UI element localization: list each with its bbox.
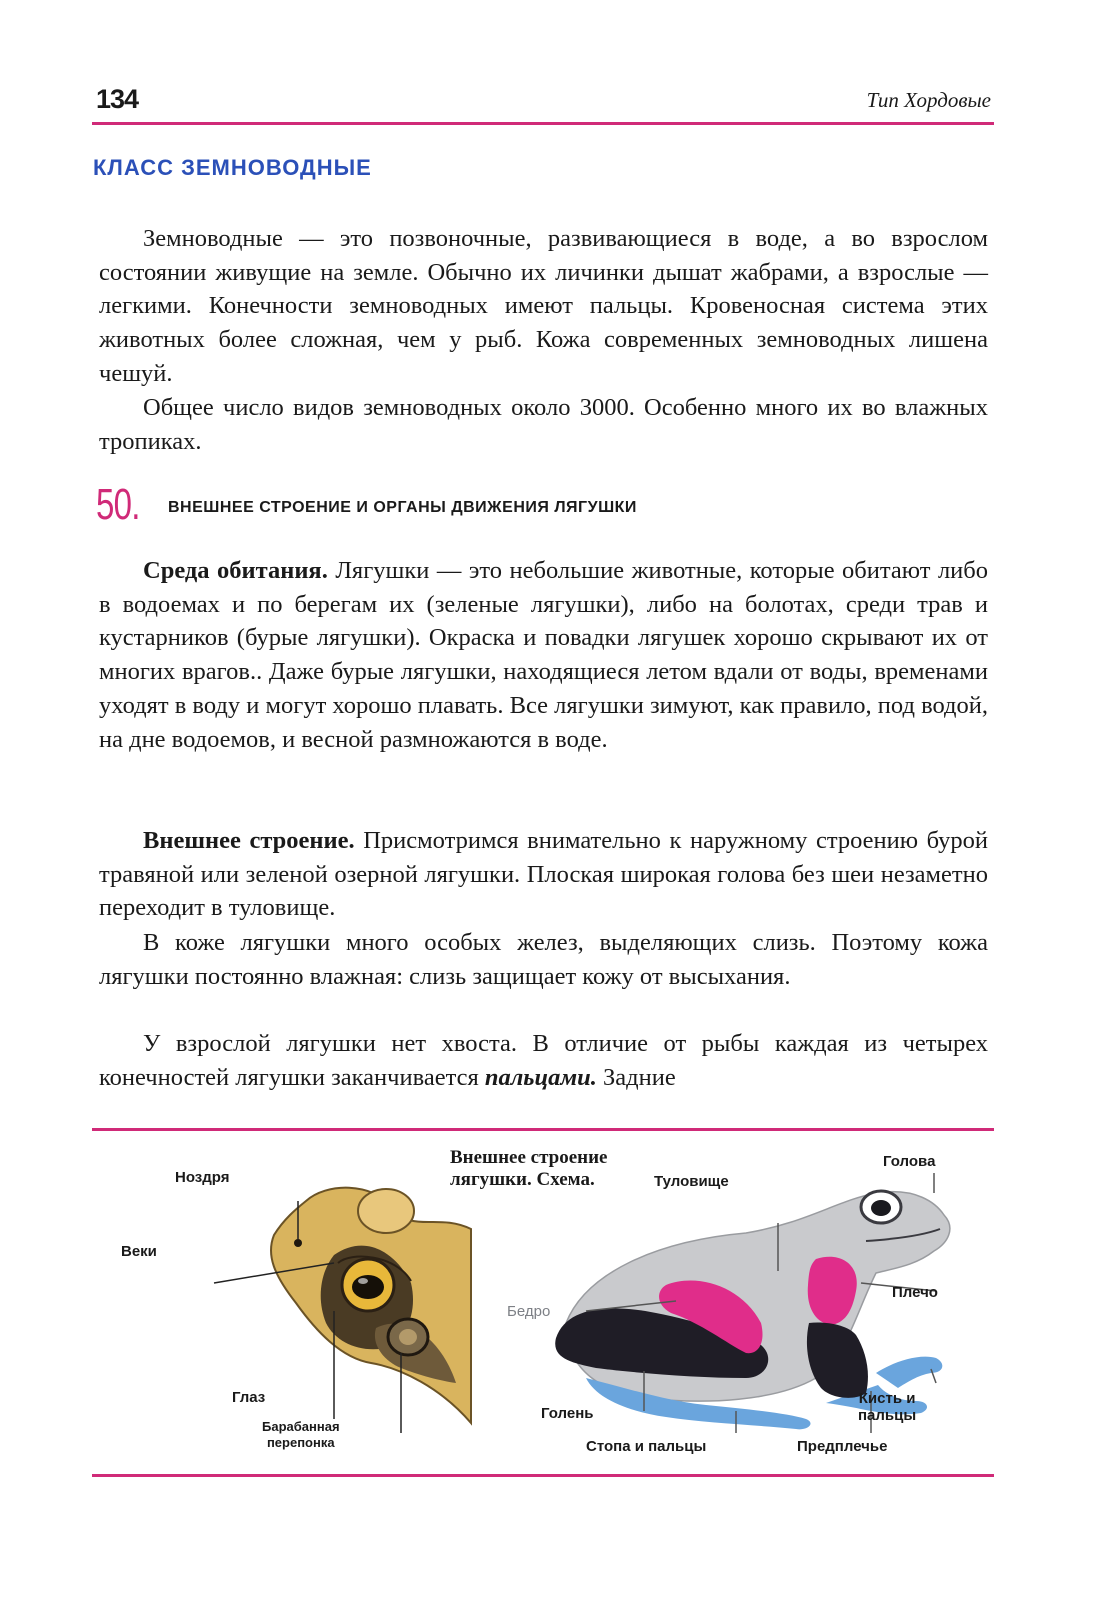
page-number: 134 xyxy=(96,84,139,114)
eye-highlight xyxy=(358,1278,368,1284)
label-foot: Стопа и пальцы xyxy=(586,1438,707,1455)
caption-line1: Внешнее строение xyxy=(450,1147,608,1168)
running-title: Тип Хордовые xyxy=(866,88,991,112)
habitat-text: Лягушки — это небольшие животные, которые обитают либо в водоемах и по берегам их (зеленые лягушки), либо на болотах, среди трав и кустарников (бурые лягушки). Окраска и повадки лягушек хорошо скрывают их от многих врагов.. Даже бурые лягушки, находящиеся летом вдали от воды, временами уходят в воду и могут хорошо плавать. Все лягушки зимуют, как правило, под водой, на дне водоемов, и весной размножаются в воде. xyxy=(99,557,988,753)
nostril-dot xyxy=(294,1239,302,1247)
intro-paragraph-1 xyxy=(99,222,988,391)
eardrum-center xyxy=(399,1329,417,1345)
label-eardrum-line1: Барабанная xyxy=(262,1419,340,1434)
frog-figure xyxy=(86,1133,994,1483)
label-shoulder: Плечо xyxy=(892,1284,938,1301)
label-head: Голова xyxy=(883,1153,936,1170)
caption-line2: лягушки. Схема. xyxy=(450,1169,595,1190)
frog-pupil xyxy=(871,1200,891,1216)
label-eyelids: Веки xyxy=(121,1243,157,1260)
intro-text-1: Земноводные — это позвоночные, развивающиеся в воде, а во взрослом состоянии живущие на земле. Обычно их личинки дышат жабрами, а взрослые — легкими. Конечности земноводных имеют пальцы. Кровеносная система этих животных более сложная, чем у рыб. Кожа современных земноводных лишена чешуй. xyxy=(99,225,988,387)
label-eye: Глаз xyxy=(232,1389,266,1406)
forearm-segment xyxy=(807,1323,868,1398)
figure-top-rule xyxy=(92,1128,994,1131)
label-shin: Голень xyxy=(541,1405,594,1422)
label-hand-line2: пальцы xyxy=(858,1407,917,1424)
habitat-heading: Среда обитания. xyxy=(143,557,328,584)
tail-paragraph xyxy=(99,1027,988,1094)
skin-text: В коже лягушки много особых желез, выделяющих слизь. Поэтому кожа лягушки постоянно влажная: слизь защищает кожу от высыхания. xyxy=(99,929,988,990)
header-rule xyxy=(92,122,994,125)
label-thigh: Бедро xyxy=(507,1303,551,1320)
frog-head-illustration xyxy=(156,1163,486,1463)
label-nostril: Ноздря xyxy=(175,1169,230,1186)
structure-paragraph xyxy=(99,824,988,925)
label-eardrum xyxy=(262,1419,340,1451)
label-forearm: Предплечье xyxy=(797,1438,888,1455)
skin-paragraph xyxy=(99,926,988,993)
head-bump xyxy=(358,1189,414,1233)
intro-paragraph-2 xyxy=(99,391,988,458)
tail-text-after: Задние xyxy=(596,1063,676,1091)
section-title: ВНЕШНЕЕ СТРОЕНИЕ И ОРГАНЫ ДВИЖЕНИЯ ЛЯГУШКИ xyxy=(168,499,637,516)
term-fingers: пальцами. xyxy=(484,1063,597,1091)
label-hand-line1: Кисть и xyxy=(858,1390,916,1407)
label-trunk: Туловище xyxy=(654,1173,729,1190)
structure-heading: Внешнее строение. xyxy=(143,827,355,854)
chapter-title: КЛАСС ЗЕМНОВОДНЫЕ xyxy=(93,155,372,180)
structure-text: Присмотримся внимательно к наружному строению бурой травяной или зеленой озерной лягушки. Плоская широкая голова без шеи незаметно переходит в туловище. xyxy=(99,827,988,922)
label-hand xyxy=(858,1390,916,1424)
section-number: 50. xyxy=(96,480,140,529)
label-eardrum-line2: перепонка xyxy=(266,1435,335,1450)
intro-text-2: Общее число видов земноводных около 3000. Особенно много их во влажных тропиках. xyxy=(99,394,988,455)
tail-text-before: У взрослой лягушки нет хвоста. В отличие от рыбы каждая из четырех конечностей лягушки заканчивается xyxy=(99,1030,988,1091)
pupil xyxy=(352,1275,384,1299)
habitat-paragraph xyxy=(99,554,988,756)
